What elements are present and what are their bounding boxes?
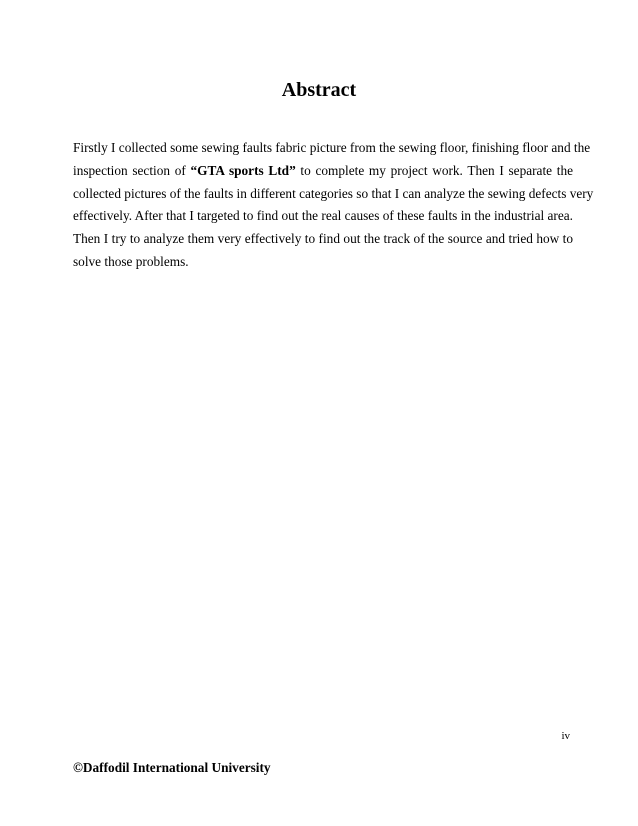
paragraph-line-2-end: to complete my project work. Then I separate the	[295, 162, 573, 178]
paragraph-line-5: Then I try to analyze them very effectively to find out the track of the source and tried how to	[73, 231, 573, 247]
paragraph-line-2-start: inspection section of	[73, 162, 191, 178]
paragraph-line-1: Firstly I collected some sewing faults fabric picture from the sewing floor, finishing floor and the	[73, 140, 591, 155]
page-title: Abstract	[281, 79, 357, 101]
paragraph-line-4: effectively. After that I targeted to find out the real causes of these faults in the industrial area.	[73, 208, 573, 224]
abstract-paragraph	[73, 137, 594, 274]
paragraph-line-6: solve those problems.	[73, 253, 189, 269]
paragraph-line-3: collected pictures of the faults in different categories so that I can analyze the sewing defects very	[73, 185, 594, 201]
page-number: iv	[561, 730, 570, 742]
company-name: “GTA sports Ltd”	[190, 162, 296, 178]
paragraph-line-2	[73, 160, 573, 183]
footer-copyright: ©Daffodil International University	[73, 760, 271, 775]
